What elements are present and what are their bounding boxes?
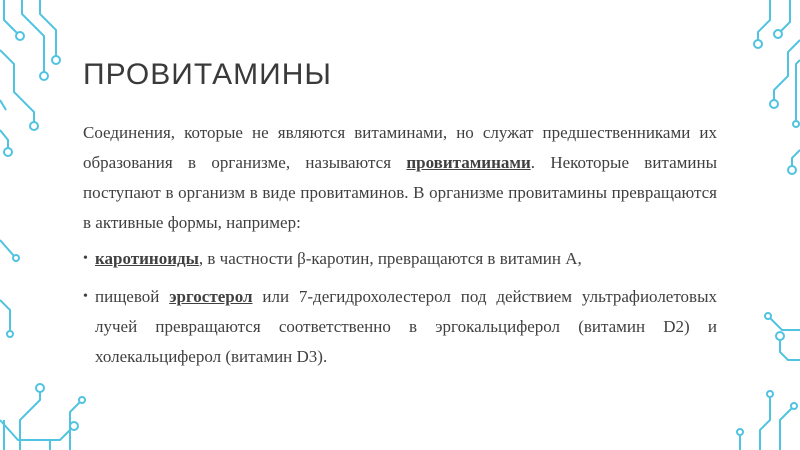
bullet-text-end: , в частности β-каротин, превращаются в витамин А, <box>198 249 582 268</box>
intro-text-start: Соединения, которые не являются витаминами, но служат предшественниками их образования в организме, называются <box>83 123 717 172</box>
bullet-item-carotenoids <box>83 244 717 274</box>
slide-content <box>83 118 717 380</box>
intro-text-end: . Некоторые витамины поступают в организм в виде провитаминов. В организме провитамины превращаются в активные формы, например: <box>83 153 717 232</box>
term-carotenoids: каротиноиды <box>95 249 199 268</box>
slide-title: ПРОВИТАМИНЫ <box>83 58 332 91</box>
intro-paragraph <box>83 118 717 238</box>
term-provitamins: провитаминами <box>406 153 531 172</box>
bullet-text-start: пищевой <box>95 287 170 306</box>
bullet-text-end: или 7-дегидрохолестерол под действием ультрафиолетовых лучей превращаются соответственно в эргокальциферол (витамин D2) и холекальциферол (витамин D3). <box>95 287 717 366</box>
bullet-marker: • <box>83 289 88 304</box>
bullet-marker: • <box>83 251 88 266</box>
bullet-list <box>83 244 717 372</box>
term-ergosterol: эргостерол <box>169 287 253 306</box>
bullet-item-ergosterol <box>83 282 717 372</box>
